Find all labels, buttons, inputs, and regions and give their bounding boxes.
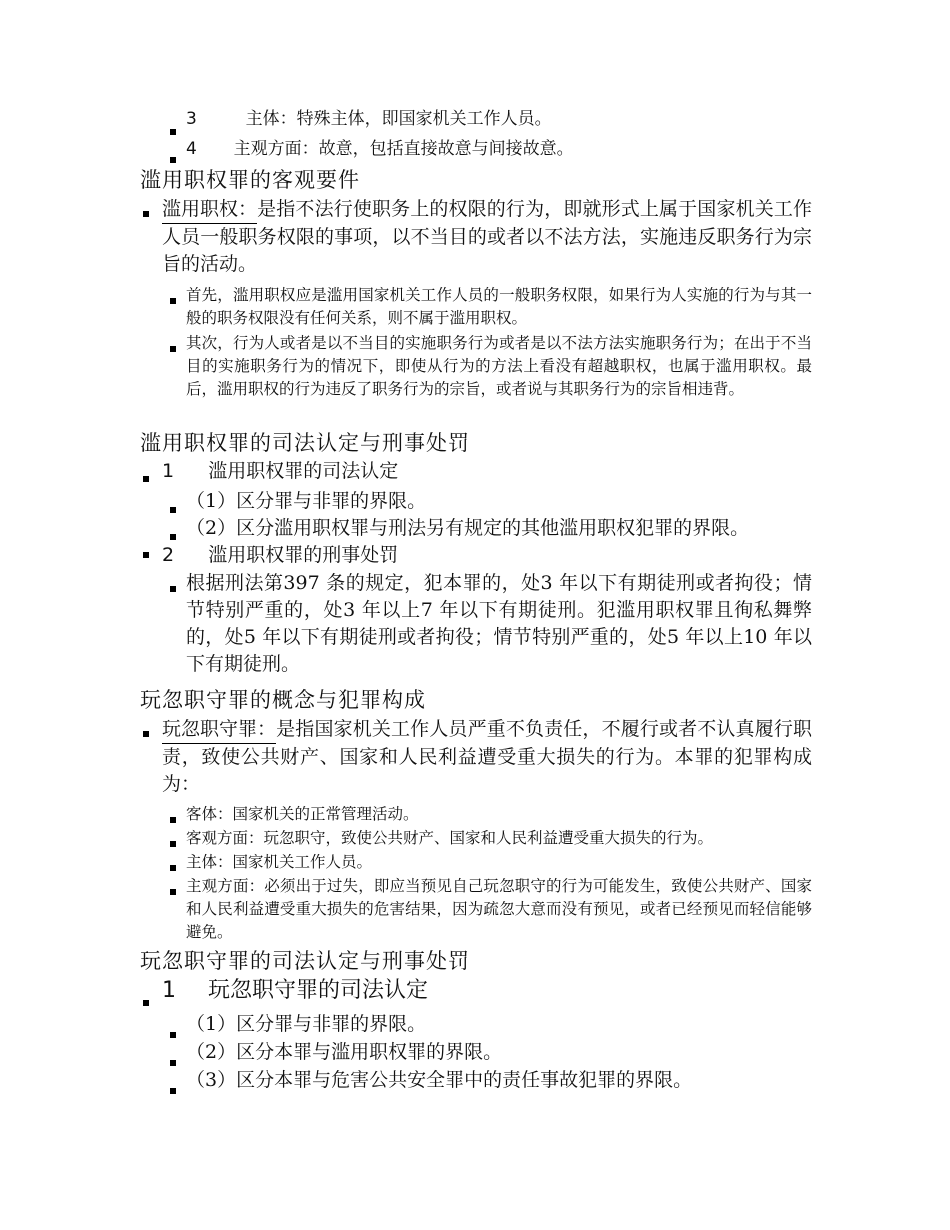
section-heading: 玩忽职守罪的司法认定与刑事处罚 (140, 949, 470, 973)
sub-text: 客体：国家机关的正常管理活动。 (186, 805, 419, 823)
bullet (170, 1088, 176, 1094)
sub-text: 主体：国家机关工作人员。 (186, 853, 373, 871)
list-item-2 (162, 542, 398, 569)
bullet (170, 298, 176, 304)
sub-text: 主观方面：必须出于过失，即应当预见自己玩忽职守的行为可能发生，致使公共财产、国家和人民利益遭受重大损失的危害结果，因为疏忽大意而没有预见，或者已经预见而轻信能够避免。 (186, 877, 812, 941)
definition-paragraph (162, 716, 812, 798)
item-number: 1 (162, 978, 176, 1003)
bullet (170, 841, 176, 847)
bullet (170, 129, 176, 135)
bullet (143, 731, 149, 737)
bullet (143, 476, 149, 482)
bullet (170, 507, 176, 513)
list-item-1 (162, 458, 398, 485)
bullet (170, 889, 176, 895)
sub-text: （1）区分罪与非罪的界限。 (186, 1013, 427, 1035)
item-text: 主体：特殊主体，即国家机关工作人员。 (245, 109, 552, 129)
item-number: 2 (162, 544, 175, 566)
sub-paragraph (186, 332, 812, 401)
bullet (170, 157, 176, 163)
sub-text: 客观方面：玩忽职守，致使公共财产、国家和人民利益遭受重大损失的行为。 (186, 829, 714, 847)
bullet (170, 817, 176, 823)
section-heading: 滥用职权罪的客观要件 (140, 168, 360, 192)
list-subitem (186, 515, 749, 542)
bullet (170, 586, 176, 592)
penalty-text: 根据刑法第397 条的规定，犯本罪的，处3 年以下有期徒刑或者拘役；情节特别严重的，处3 年以上7 年以下有期徒刑。犯滥用职权罪且徇私舞弊的，处5 年以下有期徒刑或者拘役；情节特别严重的，处5 年以上10 年以下有期徒刑。 (186, 572, 812, 675)
item-number: 1 (162, 460, 175, 482)
item-text: 滥用职权罪的司法认定 (208, 460, 399, 482)
bullet (170, 865, 176, 871)
bullet (170, 534, 176, 540)
list-item-1 (162, 977, 428, 1005)
list-subitem (186, 803, 419, 826)
list-subitem (186, 488, 426, 515)
item-text: 主观方面：故意，包括直接故意与间接故意。 (233, 139, 574, 159)
list-subitem (186, 1039, 502, 1066)
section-heading: 玩忽职守罪的概念与犯罪构成 (140, 688, 426, 712)
item-number: 4 (186, 139, 197, 159)
item-text: 玩忽职守罪的司法认定 (208, 978, 429, 1003)
bullet (143, 211, 149, 217)
sub-paragraph (186, 875, 812, 944)
list-subitem (186, 827, 713, 850)
list-item-4 (186, 137, 574, 161)
item-number: 3 (186, 109, 197, 129)
list-subitem (186, 1067, 692, 1094)
sub-text: （1）区分罪与非罪的界限。 (186, 490, 427, 512)
list-subitem (186, 851, 372, 874)
sub-text: 首先，滥用职权应是滥用国家机关工作人员的一般职务权限，如果行为人实施的行为与其一般的职务权限没有任何关系，则不属于滥用职权。 (186, 286, 812, 327)
term-lead: 玩忽职守罪： (162, 716, 276, 744)
list-item-3 (186, 107, 552, 131)
bullet (170, 1060, 176, 1066)
sub-text: 其次，行为人或者是以不当目的实施职务行为或者是以不法方法实施职务行为；在出于不当目的实施职务行为的情况下，即使从行为的方法上看没有超越职权，也属于滥用职权。最后，滥用职权的行为违反了职务行为的宗旨，或者说与其职务行为的宗旨相违背。 (186, 334, 812, 398)
bullet (170, 346, 176, 352)
penalty-paragraph (186, 570, 812, 678)
bullet (143, 552, 149, 558)
list-subitem (186, 1011, 426, 1038)
bullet (170, 1032, 176, 1038)
definition-text: 是指不法行使职务上的权限的行为，即就形式上属于国家机关工作人员一般职务权限的事项，以不当目的或者以不法方法，实施违反职务行为宗旨的活动。 (162, 198, 812, 275)
definition-paragraph (162, 196, 812, 278)
sub-text: （2）区分本罪与滥用职权罪的界限。 (186, 1041, 503, 1063)
section-heading: 滥用职权罪的司法认定与刑事处罚 (140, 431, 470, 455)
sub-text: （2）区分滥用职权罪与刑法另有规定的其他滥用职权犯罪的界限。 (186, 517, 750, 539)
sub-paragraph (186, 284, 812, 330)
bullet (143, 1000, 149, 1006)
item-text: 滥用职权罪的刑事处罚 (208, 544, 399, 566)
sub-text: （3）区分本罪与危害公共安全罪中的责任事故犯罪的界限。 (186, 1069, 693, 1091)
term-lead: 滥用职权： (162, 196, 257, 224)
definition-text: 是指国家机关工作人员严重不负责任，不履行或者不认真履行职责，致使公共财产、国家和人民利益遭受重大损失的行为。本罪的犯罪构成为： (162, 718, 812, 795)
